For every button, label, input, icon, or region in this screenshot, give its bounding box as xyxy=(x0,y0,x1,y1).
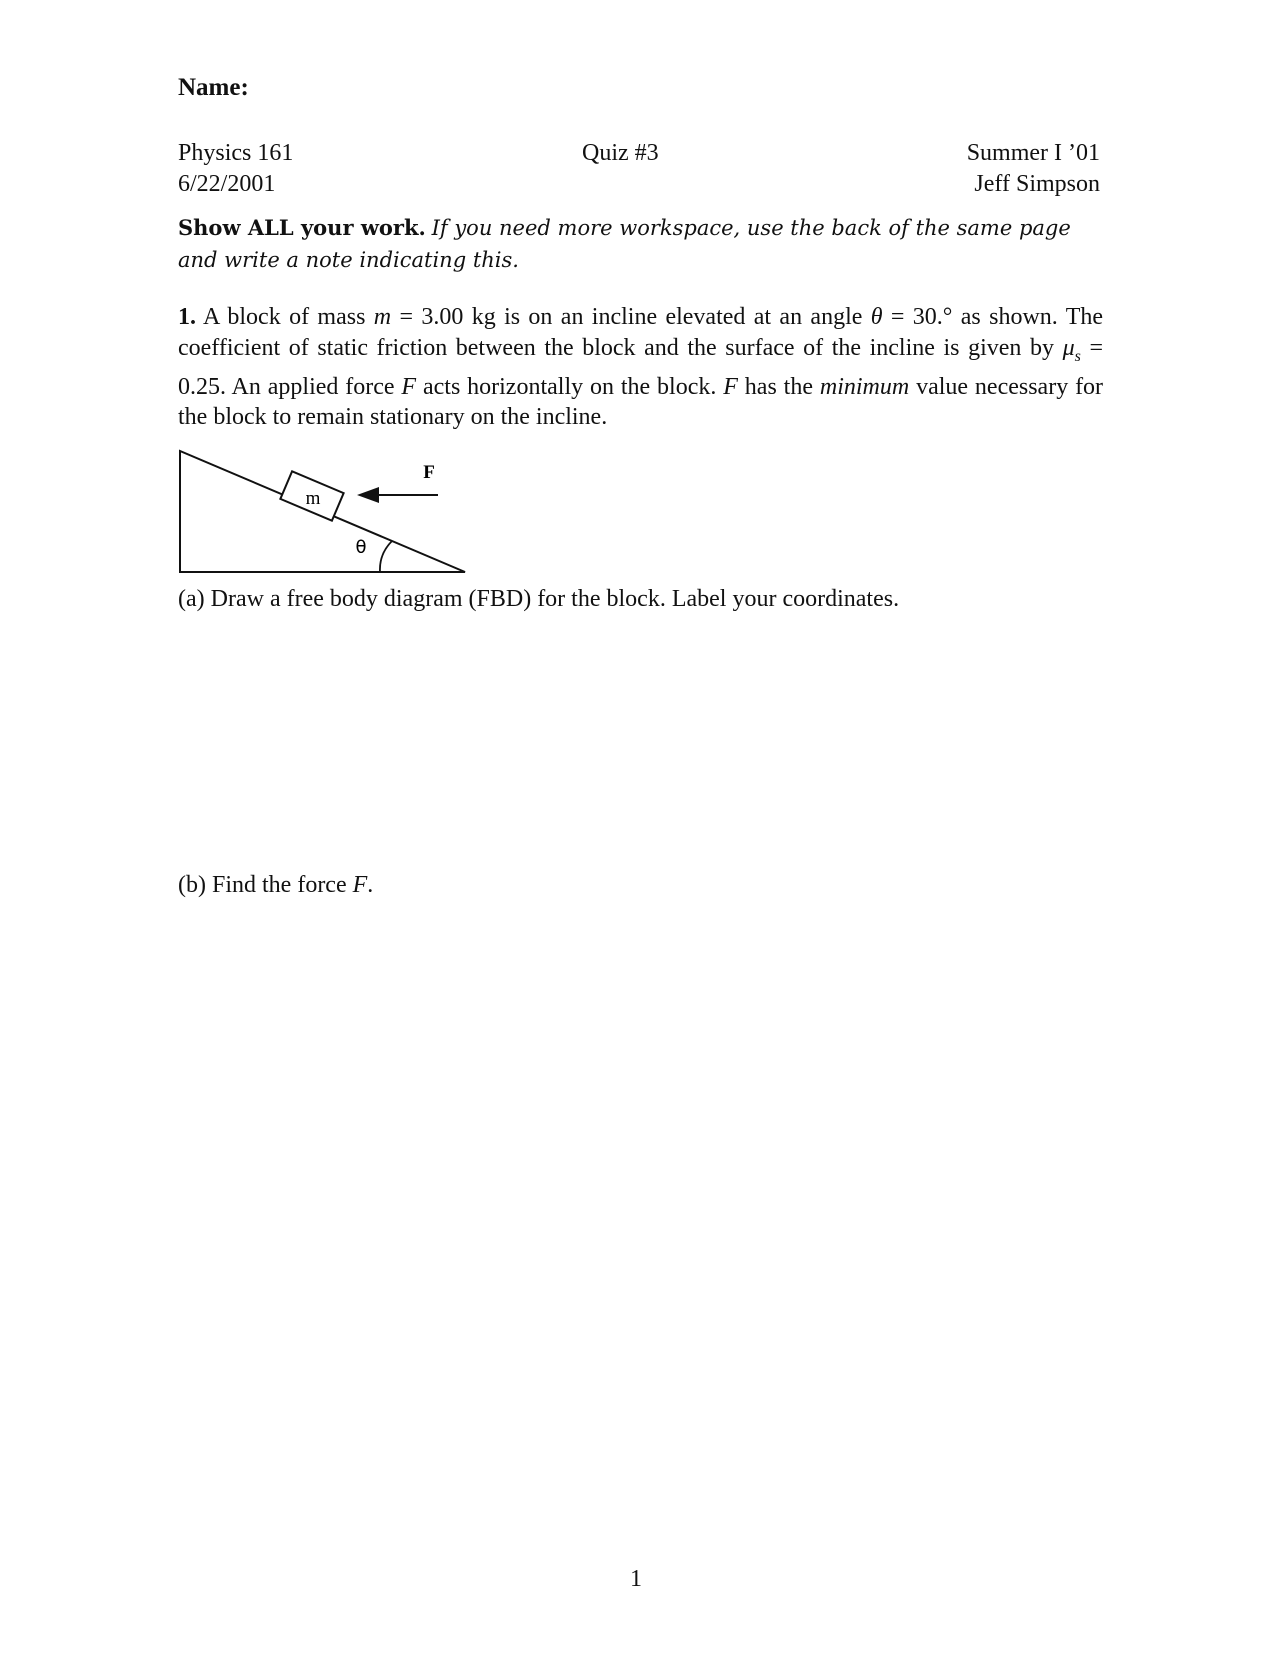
angle-arc xyxy=(380,541,392,572)
name-label: Name: xyxy=(178,74,249,101)
force-symbol: F xyxy=(723,373,738,400)
theta-symbol: θ xyxy=(870,304,883,330)
force-symbol: F xyxy=(401,373,417,400)
term: Summer I ’01 xyxy=(966,140,1100,166)
course-title: Physics 161 xyxy=(178,140,294,166)
instructor: Jeff Simpson xyxy=(974,171,1100,197)
mu-symbol: μ xyxy=(1062,334,1075,361)
page-number: 1 xyxy=(630,1566,642,1592)
part-b-text: (b) Find the force xyxy=(178,872,347,898)
force-symbol: F xyxy=(352,872,368,898)
force-label: F xyxy=(423,462,435,483)
part-a: (a) Draw a free body diagram (FBD) for the block. Label your coordinates. xyxy=(178,586,900,612)
angle-label: θ xyxy=(355,537,367,558)
problem-text: value necessary for the block to remain stationary on the incline. xyxy=(178,373,1104,431)
mu-subscript: s xyxy=(1074,347,1081,365)
problem-text: = 3.00 kg is on an incline elevated at an angle xyxy=(399,304,863,330)
problem-number: 1. xyxy=(178,304,196,330)
minimum-emphasis: minimum xyxy=(819,373,910,400)
problem-text: = 0.25. An applied force xyxy=(178,334,1104,400)
problem-text: = 30.° as shown. The coefficient of static friction between the block and the surface of the incline is given by xyxy=(178,304,1104,361)
part-b-period: . xyxy=(367,872,374,898)
mass-label: m xyxy=(305,488,321,509)
problem-text: acts horizontally on the block. xyxy=(422,373,717,400)
mass-symbol: m xyxy=(373,304,392,330)
quiz-title: Quiz #3 xyxy=(582,140,659,166)
header-center xyxy=(582,138,659,169)
problem-1 xyxy=(178,302,1103,433)
header-left xyxy=(178,138,293,200)
quiz-date: 6/22/2001 xyxy=(178,171,276,197)
instructions-italic: If you need more workspace, use the back of the same page and write a note indicating this. xyxy=(178,216,1071,272)
instructions xyxy=(178,212,1103,276)
problem-text: A block of mass xyxy=(203,304,366,330)
header-right xyxy=(967,138,1100,200)
instructions-bold: Show ALL your work. xyxy=(178,215,426,240)
part-b xyxy=(178,870,373,900)
incline-figure xyxy=(176,448,476,578)
force-arrowhead xyxy=(357,487,379,503)
problem-text: has the xyxy=(744,373,813,400)
